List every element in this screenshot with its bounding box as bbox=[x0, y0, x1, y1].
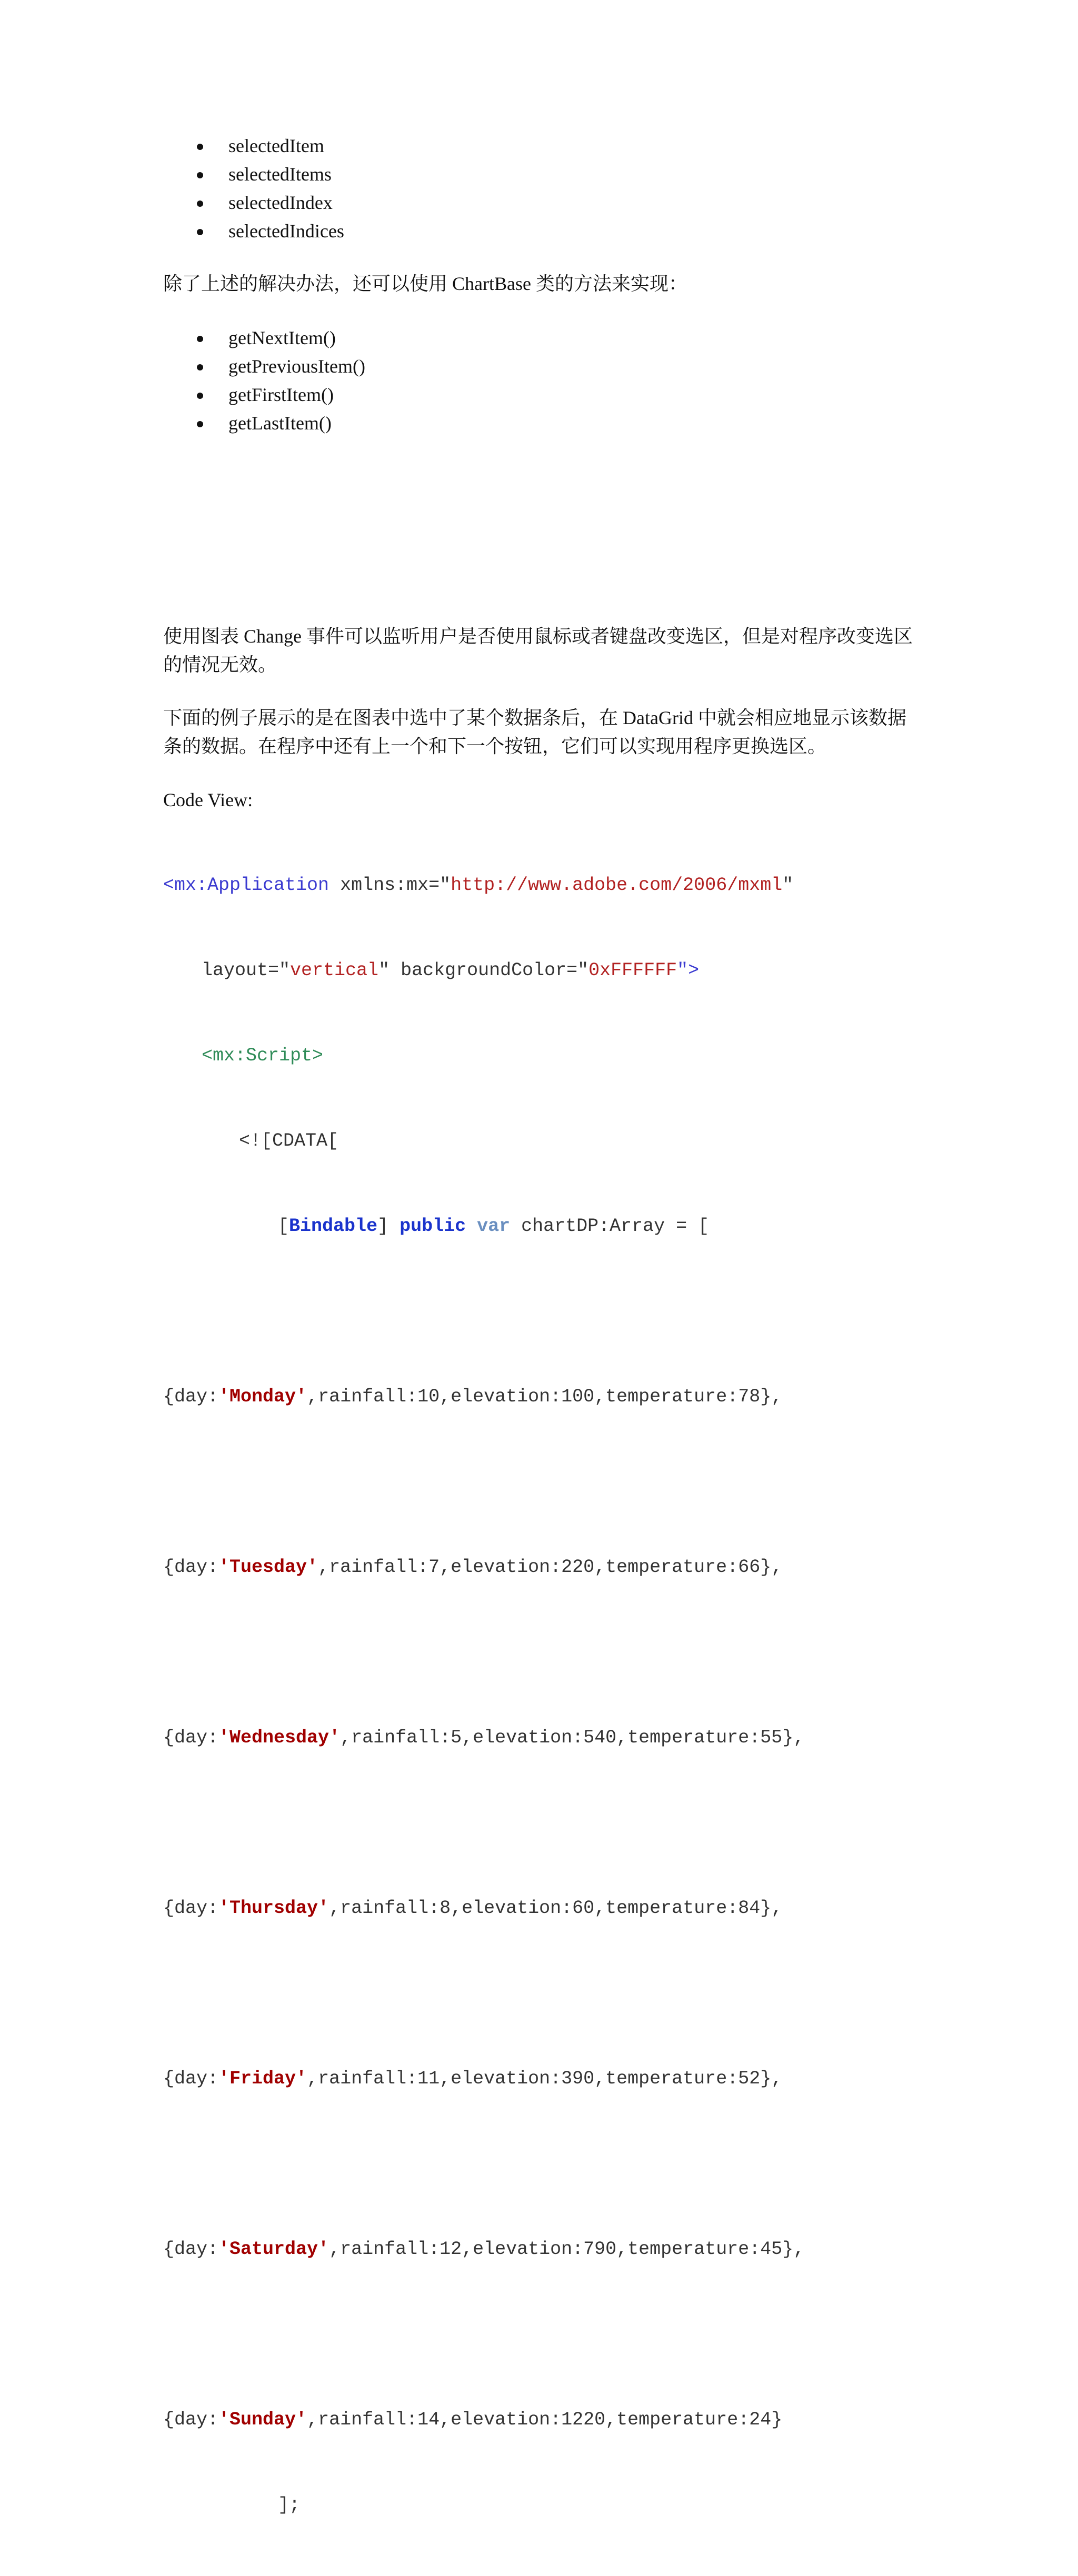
list-item: getFirstItem() bbox=[163, 380, 365, 409]
property-list bbox=[163, 132, 344, 245]
code-line-blank bbox=[163, 2320, 804, 2349]
code-line: {day:'Thursday',rainfall:8,elevation:60,temperature:84}, bbox=[163, 1898, 783, 1919]
bullet-icon bbox=[197, 336, 203, 342]
code-line: {day:'Monday',rainfall:10,elevation:100,temperature:78}, bbox=[163, 1386, 783, 1407]
code-line-blank bbox=[163, 1468, 804, 1496]
code-line-blank bbox=[163, 1638, 804, 1667]
bullet-icon bbox=[197, 421, 203, 427]
code-line: ]; bbox=[278, 2494, 301, 2515]
code-line: {day:'Wednesday',rainfall:5,elevation:540,temperature:55}, bbox=[163, 1727, 805, 1748]
code-line: <mx:Script> bbox=[202, 1045, 324, 1066]
list-item: getLastItem() bbox=[163, 409, 365, 437]
code-view-label: Code View: bbox=[163, 789, 253, 810]
list-item: selectedIndex bbox=[163, 188, 344, 217]
list-item: getNextItem() bbox=[163, 324, 365, 352]
code-line-blank bbox=[163, 1979, 804, 2008]
code-block bbox=[163, 814, 804, 2576]
code-line-blank bbox=[163, 1297, 804, 1326]
bullet-icon bbox=[197, 144, 203, 150]
code-line-blank bbox=[163, 1809, 804, 1837]
paragraph-line: 使用图表 Change 事件可以监听用户是否使用鼠标或者键盘改变选区，但是对程序改变选区 bbox=[163, 626, 913, 647]
code-line: {day:'Sunday',rainfall:14,elevation:1220,temperature:24} bbox=[163, 2409, 783, 2430]
code-line: {day:'Saturday',rainfall:12,elevation:790,temperature:45}, bbox=[163, 2239, 805, 2260]
paragraph-line: 条的数据。在程序中还有上一个和下一个按钮，它们可以实现用程序更换选区。 bbox=[163, 736, 827, 757]
bullet-icon bbox=[197, 201, 203, 207]
code-line: <mx:Application xmlns:mx="http://www.adobe.com/2006/mxml" bbox=[163, 875, 794, 896]
list-item: selectedItems bbox=[163, 160, 344, 188]
paragraph-line: 下面的例子展示的是在图表中选中了某个数据条后，在 DataGrid 中就会相应地显示该数据 bbox=[163, 707, 906, 728]
list-item: selectedIndices bbox=[163, 217, 344, 245]
code-line: <![CDATA[ bbox=[239, 1130, 339, 1151]
paragraph-line: 的情况无效。 bbox=[163, 654, 277, 675]
paragraph-example bbox=[163, 704, 916, 760]
code-line-blank bbox=[163, 2150, 804, 2178]
bullet-icon bbox=[197, 393, 203, 399]
bullet-icon bbox=[197, 364, 203, 370]
code-line: [Bindable] public var chartDP:Array = [ bbox=[278, 1216, 710, 1237]
method-list bbox=[163, 324, 365, 437]
list-item: getPreviousItem() bbox=[163, 352, 365, 380]
code-line: {day:'Friday',rainfall:11,elevation:390,temperature:52}, bbox=[163, 2068, 783, 2089]
paragraph-change-event bbox=[163, 622, 916, 679]
bullet-icon bbox=[197, 229, 203, 235]
code-line: layout="vertical" backgroundColor="0xFFFFFF"> bbox=[202, 960, 700, 981]
code-line: {day:'Tuesday',rainfall:7,elevation:220,temperature:66}, bbox=[163, 1557, 783, 1578]
paragraph-chartbase: 除了上述的解决办法，还可以使用 ChartBase 类的方法来实现： bbox=[163, 273, 687, 294]
list-item: selectedItem bbox=[163, 132, 344, 160]
bullet-icon bbox=[197, 172, 203, 178]
